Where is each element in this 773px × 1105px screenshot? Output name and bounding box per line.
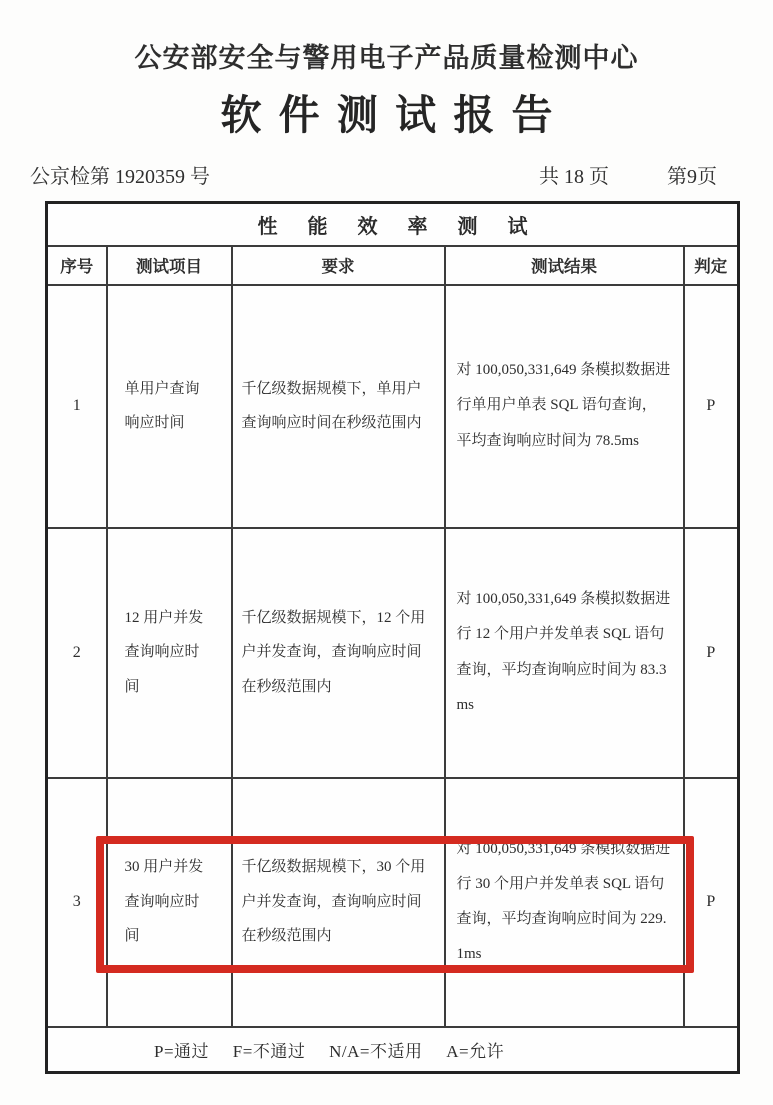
table-header-row <box>47 246 739 285</box>
cell-seq: 3 <box>47 778 107 1027</box>
cell-seq: 1 <box>47 285 107 528</box>
col-header-requirement: 要求 <box>232 246 445 285</box>
cell-requirement: 千亿级数据规模下，单用户查询响应时间在秒级范围内 <box>232 285 445 528</box>
cell-test-item: 单用户查询响应时间 <box>107 285 232 528</box>
legend-item-fail: F=不通过 <box>232 1041 306 1061</box>
cell-result: 对 100,050,331,649 条模拟数据进行 30 个用户并发单表 SQL 语句查询，平均查询响应时间为 229.1ms <box>445 778 684 1027</box>
cell-result: 对 100,050,331,649 条模拟数据进行单用户单表 SQL 语句查询，平均查询响应时间为 78.5ms <box>445 285 684 528</box>
org-name: 公安部安全与警用电子产品质量检测中心 <box>134 43 639 73</box>
legend-row <box>47 1027 739 1073</box>
table-section-row <box>47 203 739 246</box>
cell-requirement: 千亿级数据规模下，30 个用户并发查询，查询响应时间在秒级范围内 <box>232 778 445 1027</box>
page-info <box>539 160 717 189</box>
table-row-highlighted <box>47 778 739 1027</box>
cell-requirement: 千亿级数据规模下，12 个用户并发查询，查询响应时间在秒级范围内 <box>232 528 445 778</box>
page-number: 第9页 <box>667 166 717 188</box>
legend-item-not-applicable: N/A=不适用 <box>329 1041 423 1061</box>
meta-row <box>30 160 743 189</box>
legend-item-pass: P=通过 <box>154 1041 210 1061</box>
col-header-test-item: 测试项目 <box>107 246 232 285</box>
cell-result: 对 100,050,331,649 条模拟数据进行 12 个用户并发单表 SQL 语句查询，平均查询响应时间为 83.3ms <box>445 528 684 778</box>
col-header-judgment: 判定 <box>684 246 739 285</box>
col-header-seq: 序号 <box>47 246 107 285</box>
table-row <box>47 528 739 778</box>
report-title: 软件测试报告 <box>220 92 570 138</box>
legend <box>47 1027 739 1073</box>
cell-judgment: P <box>684 778 739 1027</box>
doc-number: 公京检第 1920359 号 <box>30 166 210 188</box>
total-pages: 共 18 页 <box>539 166 609 188</box>
cell-judgment: P <box>684 285 739 528</box>
cell-test-item: 30 用户并发查询响应时间 <box>107 778 232 1027</box>
cell-judgment: P <box>684 528 739 778</box>
cell-seq: 2 <box>47 528 107 778</box>
performance-test-table <box>45 201 740 1074</box>
table-row <box>47 285 739 528</box>
col-header-result: 测试结果 <box>445 246 684 285</box>
legend-item-allowed: A=允许 <box>446 1041 505 1061</box>
cell-test-item: 12 用户并发查询响应时间 <box>107 528 232 778</box>
table-section-title: 性能效率测试 <box>47 203 739 246</box>
